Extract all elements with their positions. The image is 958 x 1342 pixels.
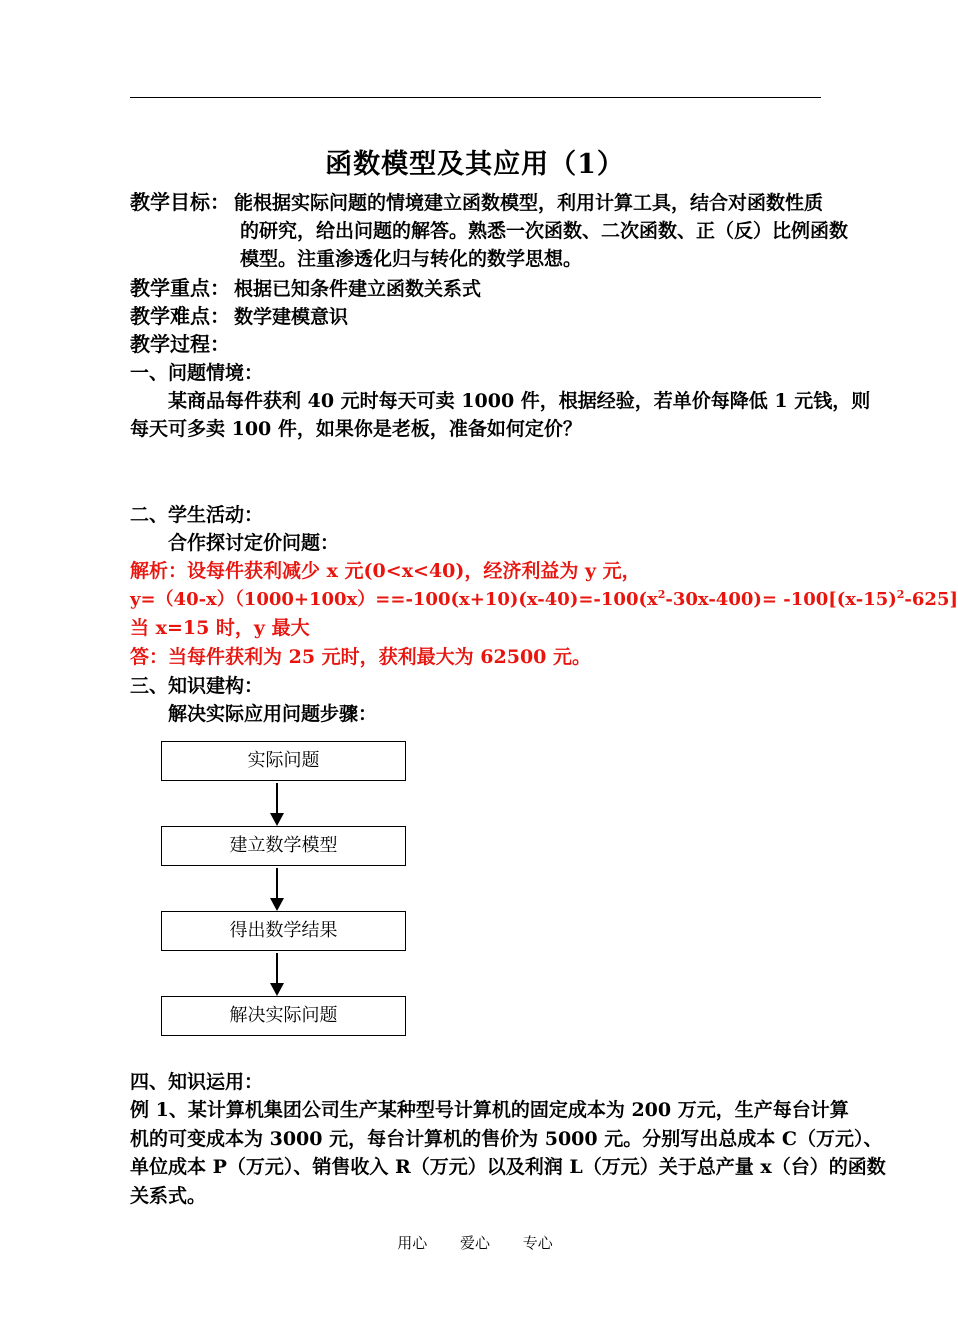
flow-arrow-3 <box>276 953 278 985</box>
difficulty-label: 教学难点： <box>130 304 230 328</box>
flow-arrow-2 <box>276 868 278 900</box>
flow-step-1: 实际问题 <box>161 741 406 781</box>
section1-line-1: 某商品每件获利 40 元时每天可卖 1000 件，根据经验，若单价每降低 1 元钱，则 <box>168 390 871 412</box>
section3-heading: 三、知识建构： <box>130 675 264 697</box>
difficulty-text: 数学建模意识 <box>234 306 349 328</box>
section3-sub: 解决实际应用问题步骤： <box>168 703 378 725</box>
flow-step-3: 得出数学结果 <box>161 911 406 951</box>
section4-line-2: 机的可变成本为 3000 元，每台计算机的售价为 5000 元。分别写出总成本 C（万元）、 <box>130 1128 883 1150</box>
key-point-text: 根据已知条件建立函数关系式 <box>234 278 482 300</box>
formula-sup-2: 2 <box>896 588 905 601</box>
flow-arrowhead-2 <box>270 898 284 911</box>
section1-heading: 一、问题情境： <box>130 362 264 384</box>
header-rule <box>130 97 821 98</box>
flow-step-4: 解决实际问题 <box>161 996 406 1036</box>
formula-part-1: y=（40-x）（1000+100x）==-100(x+10)(x-40)=-100(x <box>130 589 658 610</box>
formula-part-3: -625] <box>904 589 958 610</box>
section4-line-1: 例 1、某计算机集团公司生产某种型号计算机的固定成本为 200 万元，生产每台计算 <box>130 1099 849 1121</box>
section4-line-4: 关系式。 <box>130 1185 207 1207</box>
process-label: 教学过程： <box>130 332 230 356</box>
objectives-line-2: 的研究，给出问题的解答。熟悉一次函数、二次函数、正（反）比例函数 <box>240 220 849 242</box>
section2-sub: 合作探讨定价问题： <box>168 532 340 554</box>
objectives-line-3: 模型。注重渗透化归与转化的数学思想。 <box>240 248 583 270</box>
objectives-line-1: 能根据实际问题的情境建立函数模型，利用计算工具，结合对函数性质 <box>234 192 824 214</box>
flow-arrow-1 <box>276 783 278 815</box>
flow-arrowhead-1 <box>270 813 284 826</box>
page-title: 函数模型及其应用（1） <box>325 149 625 180</box>
flow-arrowhead-3 <box>270 983 284 996</box>
formula-line <box>130 586 958 614</box>
page-footer <box>0 1232 950 1253</box>
formula-part-2: -30x-400)= -100[(x-15) <box>665 589 897 610</box>
analysis-line: 解析：设每件获利减少 x 元(0<x<40)，经济利益为 y 元， <box>130 560 641 582</box>
max-condition-line: 当 x=15 时，y 最大 <box>130 617 310 639</box>
section4-line-3: 单位成本 P（万元）、销售收入 R（万元）以及利润 L（万元）关于总产量 x（台）的函数 <box>130 1156 886 1178</box>
section4-heading: 四、知识运用： <box>130 1071 264 1093</box>
key-point-label: 教学重点： <box>130 276 230 300</box>
objectives-label: 教学目标： <box>130 190 230 214</box>
answer-line: 答：当每件获利为 25 元时，获利最大为 62500 元。 <box>130 646 592 668</box>
formula-sup-1: 2 <box>657 588 666 601</box>
footer-text-3: 专心 <box>522 1234 553 1252</box>
section2-heading: 二、学生活动： <box>130 504 264 526</box>
section1-line-2: 每天可多卖 100 件，如果你是老板，准备如何定价？ <box>130 418 582 440</box>
flow-step-2: 建立数学模型 <box>161 826 406 866</box>
footer-text-2: 爱心 <box>459 1234 490 1252</box>
footer-text-1: 用心 <box>397 1234 428 1252</box>
